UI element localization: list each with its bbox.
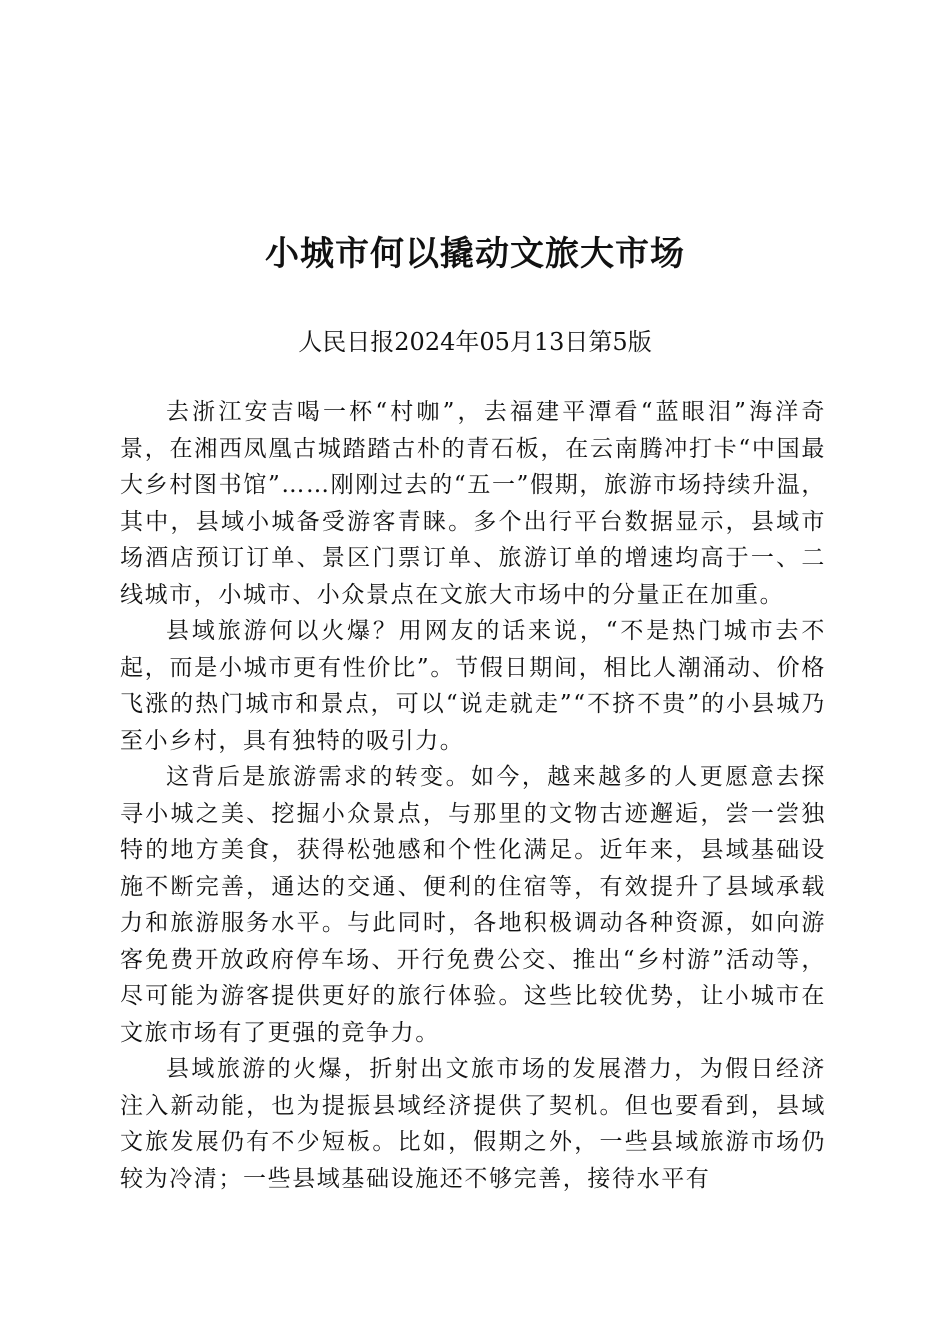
article-title: 小城市何以撬动文旅大市场 — [265, 234, 685, 274]
paragraph: 这背后是旅游需求的转变。如今，越来越多的人更愿意去探寻小城之美、挖掘小众景点，与那里的文物古迹邂逅，尝一尝独特的地方美食，获得松弛感和个性化满足。近年来，县域基础设施不断完善，通达的交通、便利的住宿等，有效提升了县域承载力和旅游服务水平。与此同时，各地积极调动各种资源，如向游客免费开放政府停车场、开行免费公交、推出“乡村游”活动等，尽可能为游客提供更好的旅行体验。这些比较优势，让小城市在文旅市场有了更强的竞争力。 — [120, 764, 826, 1046]
paragraph: 县域旅游的火爆，折射出文旅市场的发展潜力，为假日经济注入新动能，也为提振县域经济提供了契机。但也要看到，县域文旅发展仍有不少短板。比如，假期之外，一些县域旅游市场仍较为冷清；一些县域基础设施还不够完善，接待水平有 — [120, 1056, 826, 1192]
article-body — [120, 394, 826, 1197]
paragraph: 去浙江安吉喝一杯“村咖”，去福建平潭看“蓝眼泪”海洋奇景，在湘西凤凰古城踏踏古朴的青石板，在云南腾冲打卡“中国最大乡村图书馆”……刚刚过去的“五一”假期，旅游市场持续升温，其中，县域小城备受游客青睐。多个出行平台数据显示，县域市场酒店预订订单、景区门票订单、旅游订单的增速均高于一、二线城市，小城市、小众景点在文旅大市场中的分量正在加重。 — [120, 399, 826, 608]
article-source-line: 人民日报2024年05月13日第5版 — [298, 328, 652, 356]
paragraph: 县域旅游何以火爆？用网友的话来说，“不是热门城市去不起，而是小城市更有性价比”。节假日期间，相比人潮涌动、价格飞涨的热门城市和景点，可以“说走就走”“不挤不贵”的小县城乃至小乡村，具有独特的吸引力。 — [120, 618, 826, 754]
